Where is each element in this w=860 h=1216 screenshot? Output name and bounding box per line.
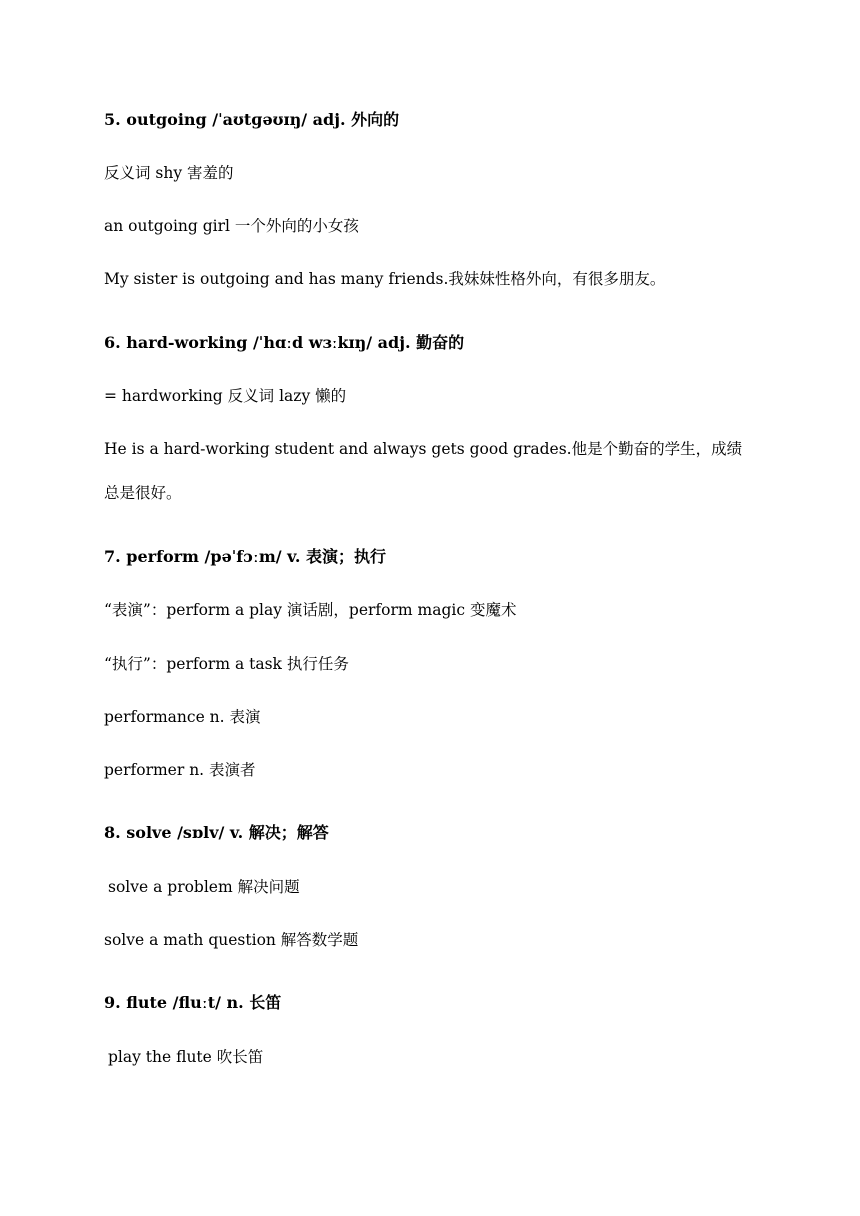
entry-line: = hardworking 反义词 lazy 懒的	[104, 387, 347, 405]
entry-line: “表演”：perform a play 演话剧，perform magic 变魔术	[104, 601, 517, 619]
entry-heading-solve: 8. solve /sɒlv/ v. 解决；解答	[104, 823, 329, 842]
entry-line: solve a math question 解答数学题	[104, 931, 359, 949]
entry-line: My sister is outgoing and has many friends.我妹妹性格外向，有很多朋友。	[104, 270, 666, 288]
entry-line: performance n. 表演	[104, 708, 261, 726]
entry-heading-flute: 9. flute /fluːt/ n. 长笛	[104, 993, 282, 1012]
entry-heading-perform: 7. perform /pəˈfɔːm/ v. 表演；执行	[104, 547, 386, 566]
entry-line: an outgoing girl 一个外向的小女孩	[104, 217, 359, 235]
entry-line: 反义词 shy 害羞的	[104, 164, 234, 182]
entry-line: play the flute 吹长笛	[108, 1048, 264, 1066]
entry-line: performer n. 表演者	[104, 761, 256, 779]
entry-heading-hard-working: 6. hard-working /ˈhɑːd wɜːkɪŋ/ adj. 勤奋的	[104, 333, 465, 352]
entry-heading-outgoing: 5. outgoing /ˈaʊtɡəʊɪŋ/ adj. 外向的	[104, 110, 400, 129]
entry-line: He is a hard-working student and always gets good grades.他是个勤奋的学生，成绩总是很好。	[104, 440, 743, 502]
entry-line: “执行”：perform a task 执行任务	[104, 655, 349, 673]
entry-line: solve a problem 解决问题	[108, 878, 300, 896]
